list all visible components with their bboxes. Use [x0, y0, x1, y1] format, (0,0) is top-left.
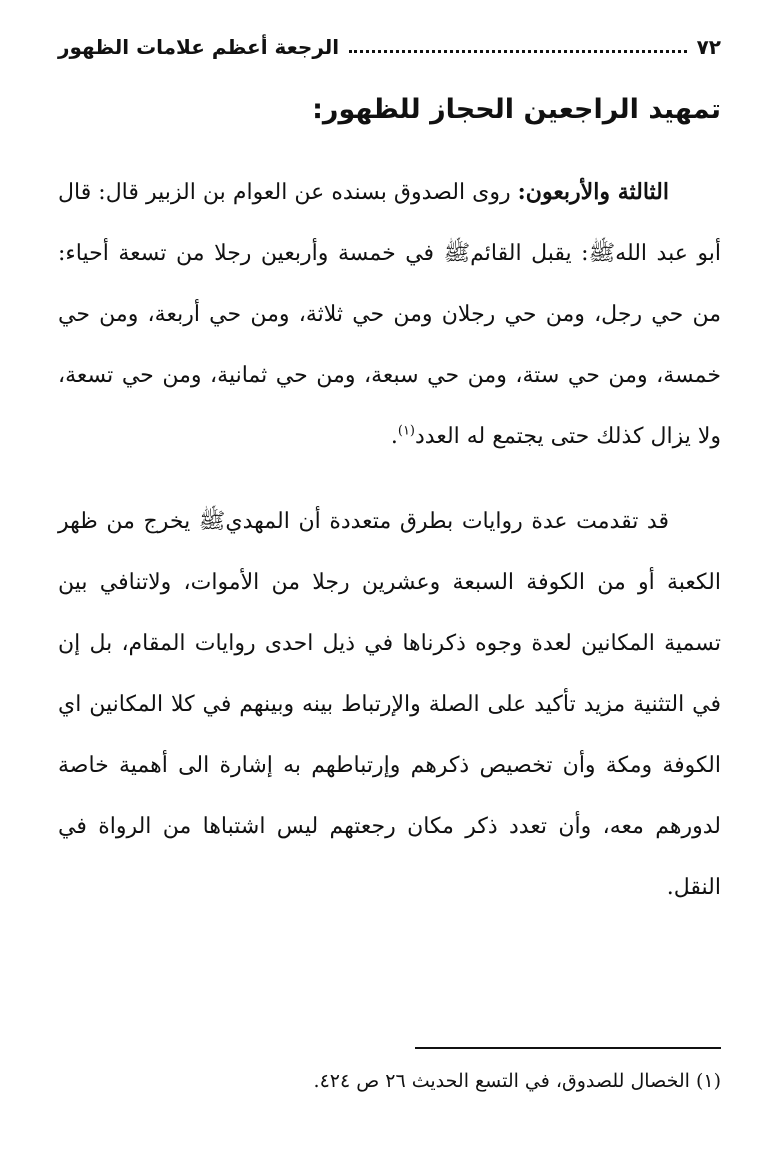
footnote-marker[interactable]: (١) — [397, 423, 415, 439]
paragraph-lead: الثالثة والأربعون: — [517, 179, 669, 205]
running-header — [58, 30, 721, 64]
running-title: الرجعة أعظم علامات الظهور — [58, 35, 340, 59]
book-page — [58, 30, 721, 1161]
section-heading: تمهيد الراجعين الحجاز للظهور: — [312, 94, 721, 125]
paragraph-end: . — [390, 424, 398, 449]
paragraph-hadith — [58, 162, 721, 467]
footnote: (١) الخصال للصدوق، في التسع الحديث ٢٦ ص ٤٢٤. — [313, 1070, 721, 1092]
footnote-divider — [415, 1047, 721, 1049]
header-dotted-leader — [349, 50, 686, 53]
paragraph-commentary: قد تقدمت عدة روايات بطرق متعددة أن المهدي‏ﷺ يخرج من ظهر الكعبة أو من الكوفة السبعة وعشرين رجلا من الأموات، ولاتنافي بين تسمية المكانين لعدة وجوه ذكرناها في ذيل احدى روايات المقام، بل إن في التثنية مزيد تأكيد على الصلة والإرتباط بينه وبينهم في كلا المكانين اي الكوفة ومكة وأن تخصيص ذكرهم وإرتباطهم به إشارة الى أهمية خاصة لدورهم معه، وأن تعدد ذكر مكان رجعتهم ليس اشتباها من الرواة في النقل. — [58, 509, 721, 900]
page-number: ٧٢ — [696, 35, 721, 59]
paragraph-body: روى الصدوق بسنده عن العوام بن الزبير قال: قال أبو عبد الله‏ﷺ: يقبل القائم‏ﷺ في خمسة وأربعين رجلا من تسعة أحياء: من حي رجل، ومن حي رجلان ومن حي ثلاثة، ومن حي أربعة، ومن حي خمسة، ومن حي ستة، ومن حي سبعة، ومن حي ثمانية، ومن حي تسعة، ولا يزال كذلك حتى يجتمع له العدد — [58, 180, 721, 449]
